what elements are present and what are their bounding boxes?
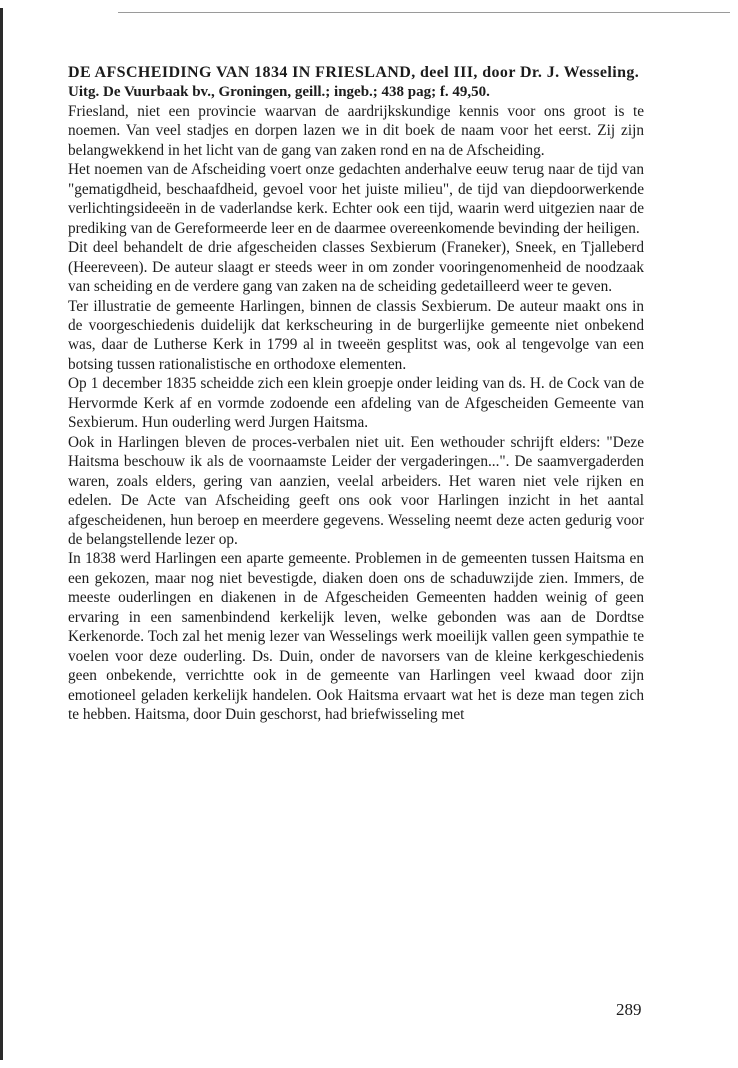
page-edge-shadow <box>0 8 3 1060</box>
paragraph: Ter illustratie de gemeente Harlingen, binnen de classis Sexbierum. De auteur maakt ons in de voorgeschiedenis duidelijk dat kerkscheuring in de burgerlijke gemeente niet onbekend was, daar de Lutherse Kerk in 1799 al in tweeën gesplitst was, ook al tengevolge van een botsing tussen rationalistische en orthodoxe elementen. <box>68 297 644 373</box>
article-title: DE AFSCHEIDING VAN 1834 IN FRIESLAND, deel III, door Dr. J. Wesseling. <box>68 64 640 81</box>
paragraph: Het noemen van de Afscheiding voert onze gedachten anderhalve eeuw terug naar de tijd van "gematigdheid, beschaafdheid, gevoel voor het juiste milieu", de tijd van diepdoorwerkende verlichtingsideeën in de vaderlandse kerk. Echter ook een tijd, waarin werd uitgezien naar de prediking van de Gereformeerde leer en de daarmee overeenkomende bevinding der heiligen. <box>68 161 644 237</box>
paragraph: In 1838 werd Harlingen een aparte gemeente. Problemen in de gemeenten tussen Haitsma en een gekozen, maar nog niet bevestigde, diaken doen ons de schaduwzijde zien. Immers, de meeste ouderlingen en diakenen in de Afgescheiden Gemeenten hadden weinig of geen ervaring in een samenbindend kerkelijk leven, welke gebonden was aan de Dordtse Kerkenorde. Toch zal het menig lezer van Wesselings werk moeilijk vallen geen sympathie te voelen voor deze ouderling. Ds. Duin, onder de navorsers van de kleine kerkgeschiedenis geen onbekende, verrichtte ook in de gemeente van Harlingen veel kwaad door zijn emotioneel geladen kerkelijk handelen. Ook Haitsma ervaart wat het is deze man tegen zich te hebben. Haitsma, door Duin geschorst, had briefwisseling met <box>68 550 644 724</box>
article <box>68 63 644 725</box>
paragraph: Dit deel behandelt de drie afgescheiden classes Sexbierum (Franeker), Sneek, en Tjalleberd (Heereveen). De auteur slaagt er steeds weer in om zonder vooringenomenheid de noodzaak van scheiding en de verdere gang van zaken na de scheiding gedetailleerd weer te geven. <box>68 239 644 296</box>
paragraph: Ook in Harlingen bleven de proces-verbalen niet uit. Een wethouder schrijft elders: "Deze Haitsma beschouw ik als de voornaamste Leider der vergaderingen...". De saamvergaderden waren, zoals elders, gering van aanzien, veelal arbeiders. Het waren niet vele rijken en edelen. De Acte van Afscheiding geeft ons ook voor Harlingen inzicht in het aantal afgescheidenen, hun beroep en meerdere gegevens. Wesseling neemt deze acten gedurig voor de belangstellende lezer op. <box>68 433 644 548</box>
page-number: 289 <box>616 1000 642 1019</box>
top-rule <box>118 12 730 13</box>
paragraph: Op 1 december 1835 scheidde zich een klein groepje onder leiding van ds. H. de Cock van de Hervormde Kerk af en vormde zodoende een afdeling van de Afgescheiden Gemeente van Sexbierum. Hun ouderling werd Jurgen Haitsma. <box>68 375 644 432</box>
publisher-line: Uitg. De Vuurbaak bv., Groningen, geill.; ingeb.; 438 pag; f. 49,50. <box>68 84 490 100</box>
paragraph: Friesland, niet een provincie waarvan de aardrijkskundige kennis voor ons groot is te noemen. Van veel stadjes en dorpen lazen we in dit boek de naam voor het eerst. Zij zijn belangwekkend in het licht van de gang van zaken rond en na de Afscheiding. <box>68 103 644 159</box>
